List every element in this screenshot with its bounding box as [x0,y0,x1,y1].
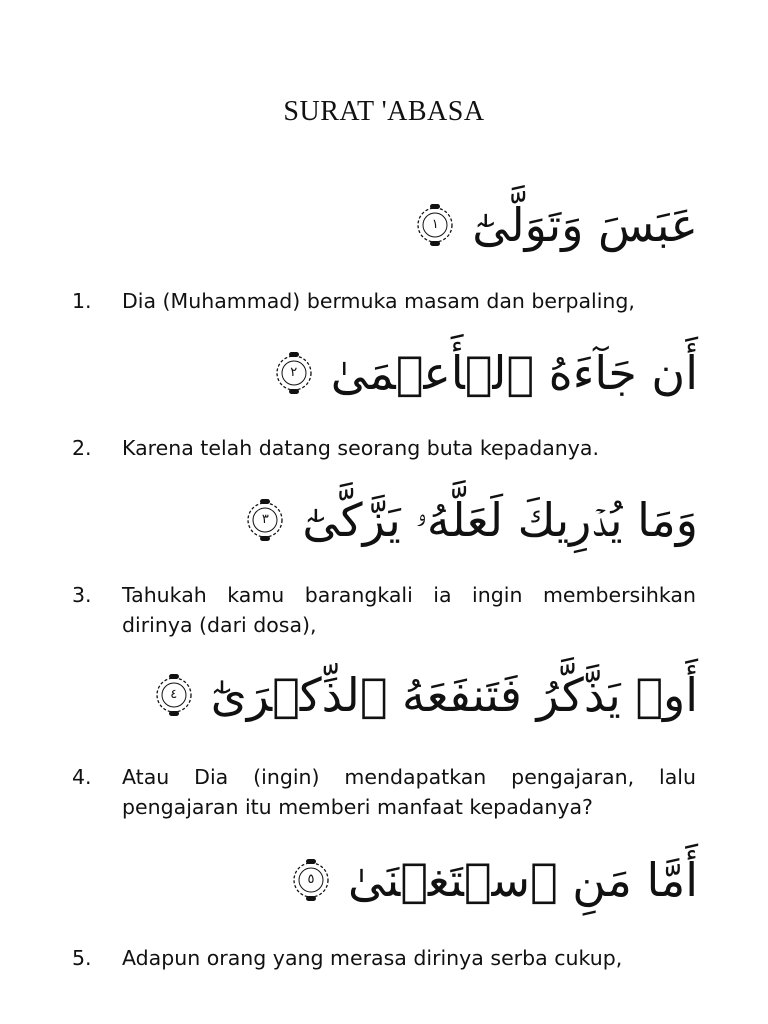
verse-4-arabic: أَوۡ يَذَّكَّرُ فَتَنفَعَهُ ٱلذِّكۡرَىٰٓ [210,668,698,722]
verse-end-marker-icon [271,350,317,396]
translation-text: Tahukah kamu barangkali ia ingin membersihkan dirinya (dari dosa), [122,583,696,637]
verse-number: 5. [72,946,92,970]
verse-marker-number: ١ [431,217,439,233]
translation-text: Atau Dia (ingin) mendapatkan pengajaran, lalu pengajaran itu memberi manfaat kepadanya? [122,765,696,819]
verse-marker-number: ٣ [261,512,269,528]
translation-text: Karena telah datang seorang buta kepadanya. [122,436,599,460]
verse-number: 1. [72,289,92,313]
verse-5-arabic-row [288,855,698,906]
verse-2-arabic: أَن جَآءَهُ ٱلۡأَعۡمَىٰ [330,346,698,400]
verse-end-marker-icon [151,672,197,718]
verse-number: 3. [72,583,92,607]
verse-3-arabic-row [242,495,698,546]
verse-end-marker-icon [412,202,458,248]
verse-marker-number: ٤ [170,687,178,703]
verse-1-arabic-row [412,200,698,251]
surah-title: SURAT 'ABASA [283,96,485,127]
verse-marker-number: ٥ [307,872,315,888]
verse-3-arabic: وَمَا يُدۡرِيكَ لَعَلَّهُۥ يَزَّكَّىٰٓ [302,493,698,547]
verse-1-arabic: عَبَسَ وَتَوَلَّىٰٓ [472,198,698,252]
verse-number: 2. [72,436,92,460]
verse-2-arabic-row [271,348,698,399]
verse-4-arabic-row [151,670,698,721]
verse-end-marker-icon [288,857,334,903]
translation-text: Adapun orang yang merasa dirinya serba cukup, [122,946,623,970]
translation-text: Dia (Muhammad) bermuka masam dan berpaling, [122,289,635,313]
verse-5-translation [72,943,696,973]
verse-1-translation [72,286,696,316]
verse-2-translation [72,433,696,463]
verse-marker-number: ٢ [290,365,298,381]
verse-number: 4. [72,765,92,789]
verse-5-arabic: أَمَّا مَنِ ٱسۡتَغۡنَىٰ [348,853,698,907]
verse-4-translation [72,762,696,822]
verse-3-translation [72,580,696,640]
verse-end-marker-icon [242,497,288,543]
